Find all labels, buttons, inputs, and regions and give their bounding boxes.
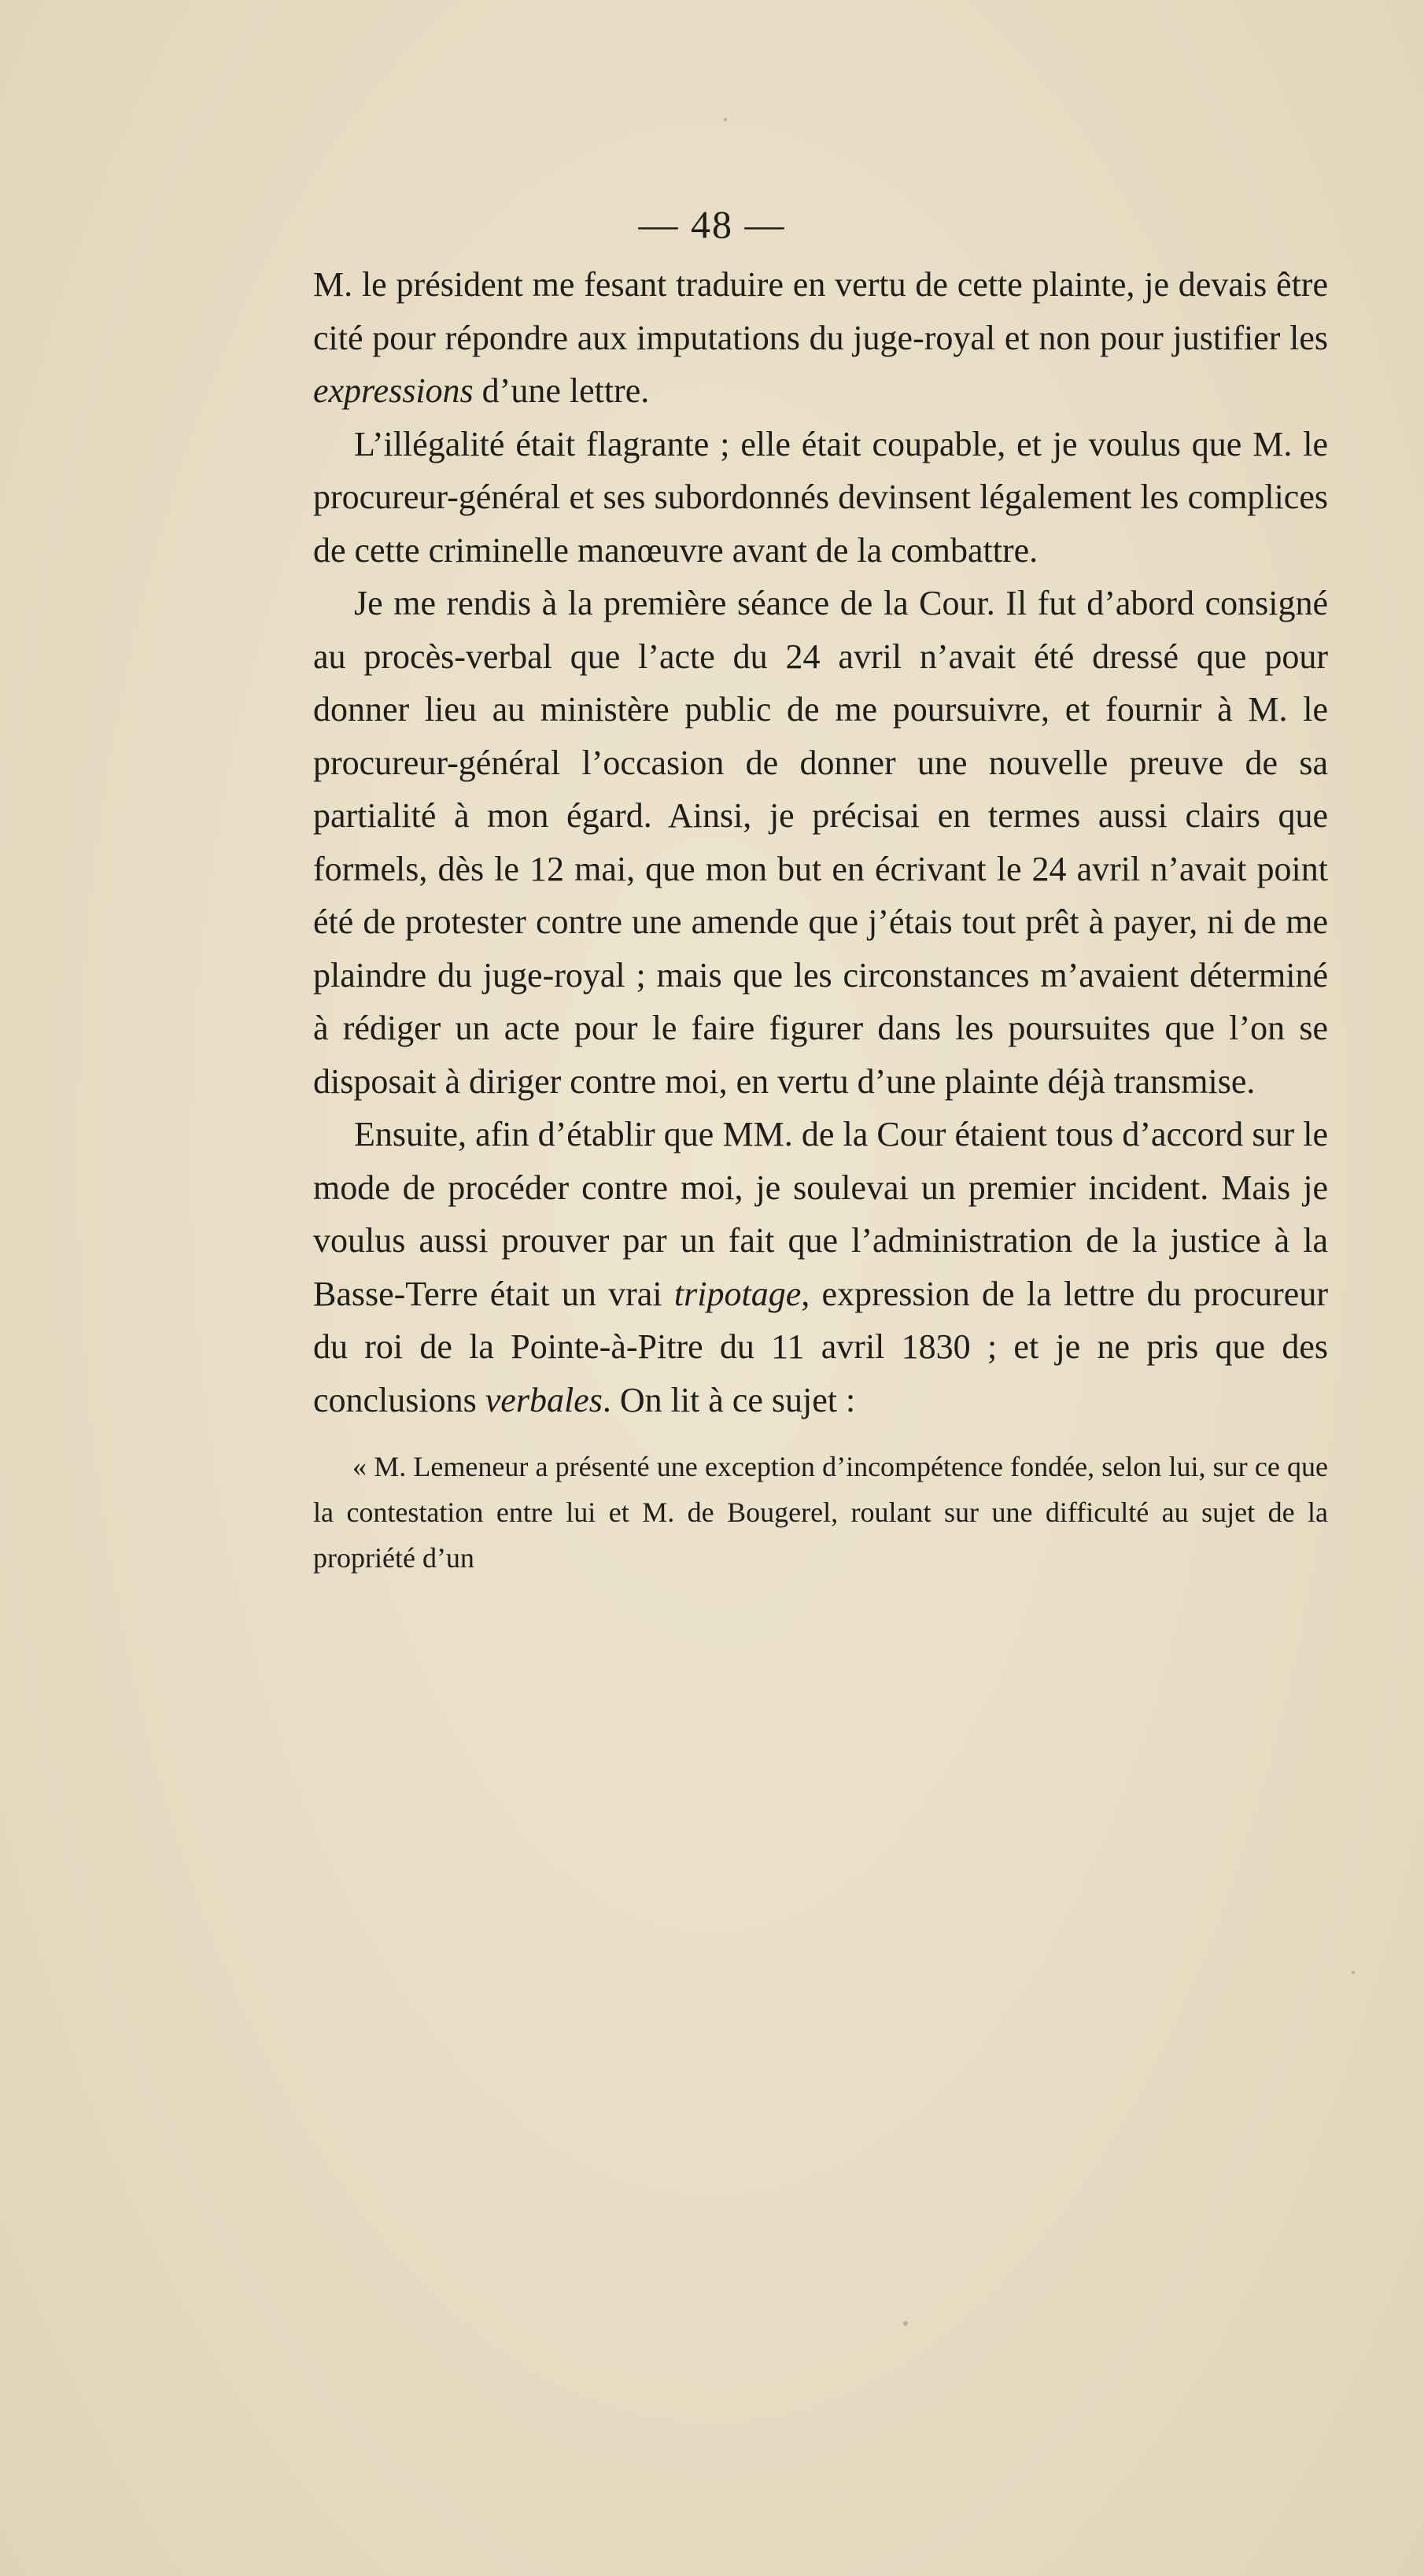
paper-speck <box>903 2321 908 2326</box>
paragraph-4-end: . On lit à ce sujet : <box>602 1380 856 1419</box>
paragraph-4-text: Ensuite, afin d’établir que MM. de la Cour étaient tous d’accord sur le mode de procéder contre moi, je soulevai un premier incident. Mais je voulus aussi prouver par un fait que l’administration de la justice à la Basse-Terre était un vrai <box>313 1115 1328 1313</box>
paragraph-3: Je me rendis à la première séance de la Cour. Il fut d’abord consigné au procès-verbal que l’acte du 24 avril n’avait été dressé que pour donner lieu au ministère public de me poursuivre, et fournir à M. le procureur-général l’occasion de donner une nouvelle preuve de sa partialité à mon égard. Ainsi, je précisai en termes aussi clairs que formels, dès le 12 mai, que mon but en écrivant le 24 avril n’avait point été de protester contre une amende que j’étais tout prêt à payer, ni de me plaindre du juge-royal ; mais que les circonstances m’avaient déterminé à rédiger un acte pour le faire figurer dans les poursuites que l’on se disposait à diriger contre moi, en vertu d’une plainte déjà transmise. <box>313 584 1328 1101</box>
body-text <box>313 258 1328 1581</box>
paragraph-1 <box>313 258 1328 418</box>
paragraph-4-emphasis: tripotage <box>673 1274 802 1313</box>
paper-speck <box>1352 1971 1355 1974</box>
page-number: — 48 — <box>638 202 786 246</box>
paragraph-2: L’illégalité était flagrante ; elle était coupable, et je voulus que M. le procureur-général et ses subordonnés devinsent légalement les complices de cette criminelle manœuvre avant de la combattre. <box>313 424 1328 570</box>
paper-speck <box>724 118 727 121</box>
quoted-passage: « M. Lemeneur a présenté une exception d’incompétence fondée, selon lui, sur ce que la contestation entre lui et M. de Bougerel, roulant sur une difficulté au sujet de la propriété d’un <box>313 1451 1328 1574</box>
paragraph-4 <box>313 1108 1328 1426</box>
paragraph-1-emphasis: expressions <box>313 371 474 410</box>
paragraph-4-emphasis-2: verbales <box>485 1380 603 1419</box>
paragraph-1-end: d’une lettre. <box>473 371 650 410</box>
paragraph-1-text: M. le président me fesant traduire en vertu de cette plainte, je devais être cité pour répondre aux imputations du juge-royal et non pour justifier les <box>313 265 1328 357</box>
paragraph-4-middle: , expression de la lettre du procureur du roi de la Pointe-à-Pitre du 11 avril 1830 ; et je ne pris que des conclusions <box>313 1274 1328 1419</box>
